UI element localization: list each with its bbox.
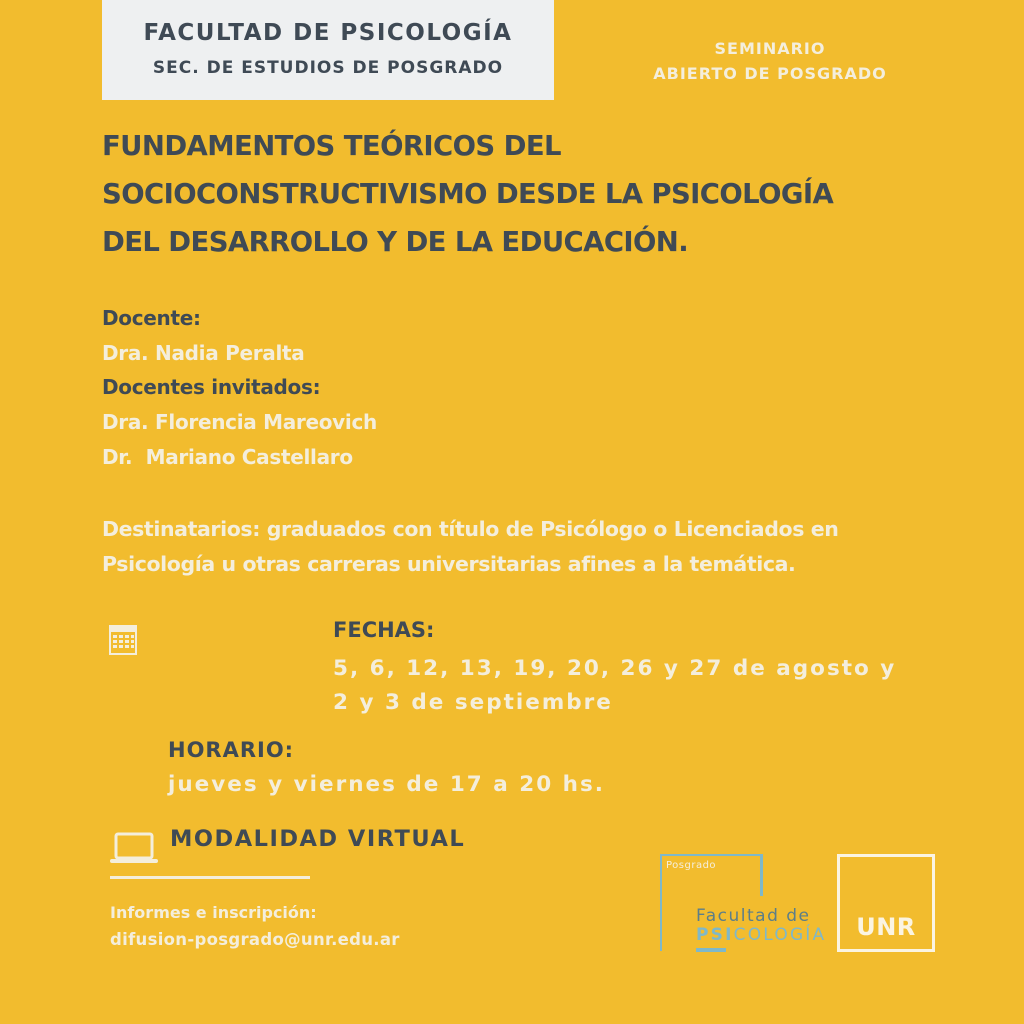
- info-label: Informes e inscripción:: [110, 903, 317, 922]
- logo-posgrado: Posgrado: [666, 860, 717, 871]
- docente-label: Docente:: [102, 306, 201, 330]
- fechas-label: FECHAS:: [333, 618, 435, 642]
- header-faculty: FACULTAD DE PSICOLOGÍA: [143, 20, 513, 46]
- title-line2: SOCIOCONSTRUCTIVISMO DESDE LA PSICOLOGÍA: [102, 178, 834, 210]
- logo-facultad-de: Facultad de: [696, 906, 811, 926]
- invitados-label: Docentes invitados:: [102, 375, 321, 399]
- divider: [110, 876, 310, 879]
- seminar-line2: ABIERTO DE POSGRADO: [653, 64, 887, 83]
- logo-underline: [696, 948, 726, 952]
- laptop-icon: [110, 832, 158, 870]
- facultad-psicologia-logo: [660, 854, 830, 954]
- title-line1: FUNDAMENTOS TEÓRICOS DEL: [102, 130, 561, 162]
- modalidad: MODALIDAD VIRTUAL: [170, 826, 466, 852]
- unr-logo-text: UNR: [856, 913, 916, 941]
- horario-value: jueves y viernes de 17 a 20 hs.: [168, 772, 605, 797]
- fechas-line2: 2 y 3 de septiembre: [333, 690, 613, 715]
- page-title: [102, 122, 982, 266]
- unr-logo: [837, 854, 935, 952]
- fechas-value: [333, 652, 993, 720]
- docente-name: Dra. Nadia Peralta: [102, 341, 305, 365]
- horario-label: HORARIO:: [168, 738, 295, 762]
- calendar-icon: [108, 622, 140, 662]
- header-secretary: SEC. DE ESTUDIOS DE POSGRADO: [152, 58, 504, 78]
- destinatarios: [102, 512, 982, 582]
- invitado-2: Dr. Mariano Castellaro: [102, 445, 353, 469]
- logo-frame-accent: [760, 854, 763, 896]
- logo-psicologia: [696, 925, 826, 945]
- invitado-1: Dra. Florencia Mareovich: [102, 410, 377, 434]
- destinatarios-line2: Psicología u otras carreras universitarias afines a la temática.: [102, 552, 796, 576]
- seminar-line1: SEMINARIO: [714, 39, 826, 58]
- header-box: [102, 0, 554, 100]
- logo-cologia: COLOGÍA: [733, 925, 827, 945]
- destinatarios-line1: Destinatarios: graduados con título de Psicólogo o Licenciados en: [102, 517, 839, 541]
- logo-psi: PSI: [696, 925, 734, 945]
- contact-email[interactable]: difusion-posgrado@unr.edu.ar: [110, 930, 400, 949]
- title-line3: DEL DESARROLLO Y DE LA EDUCACIÓN.: [102, 226, 689, 258]
- fechas-line1: 5, 6, 12, 13, 19, 20, 26 y 27 de agosto y: [333, 656, 897, 681]
- seminar-badge: [615, 36, 925, 86]
